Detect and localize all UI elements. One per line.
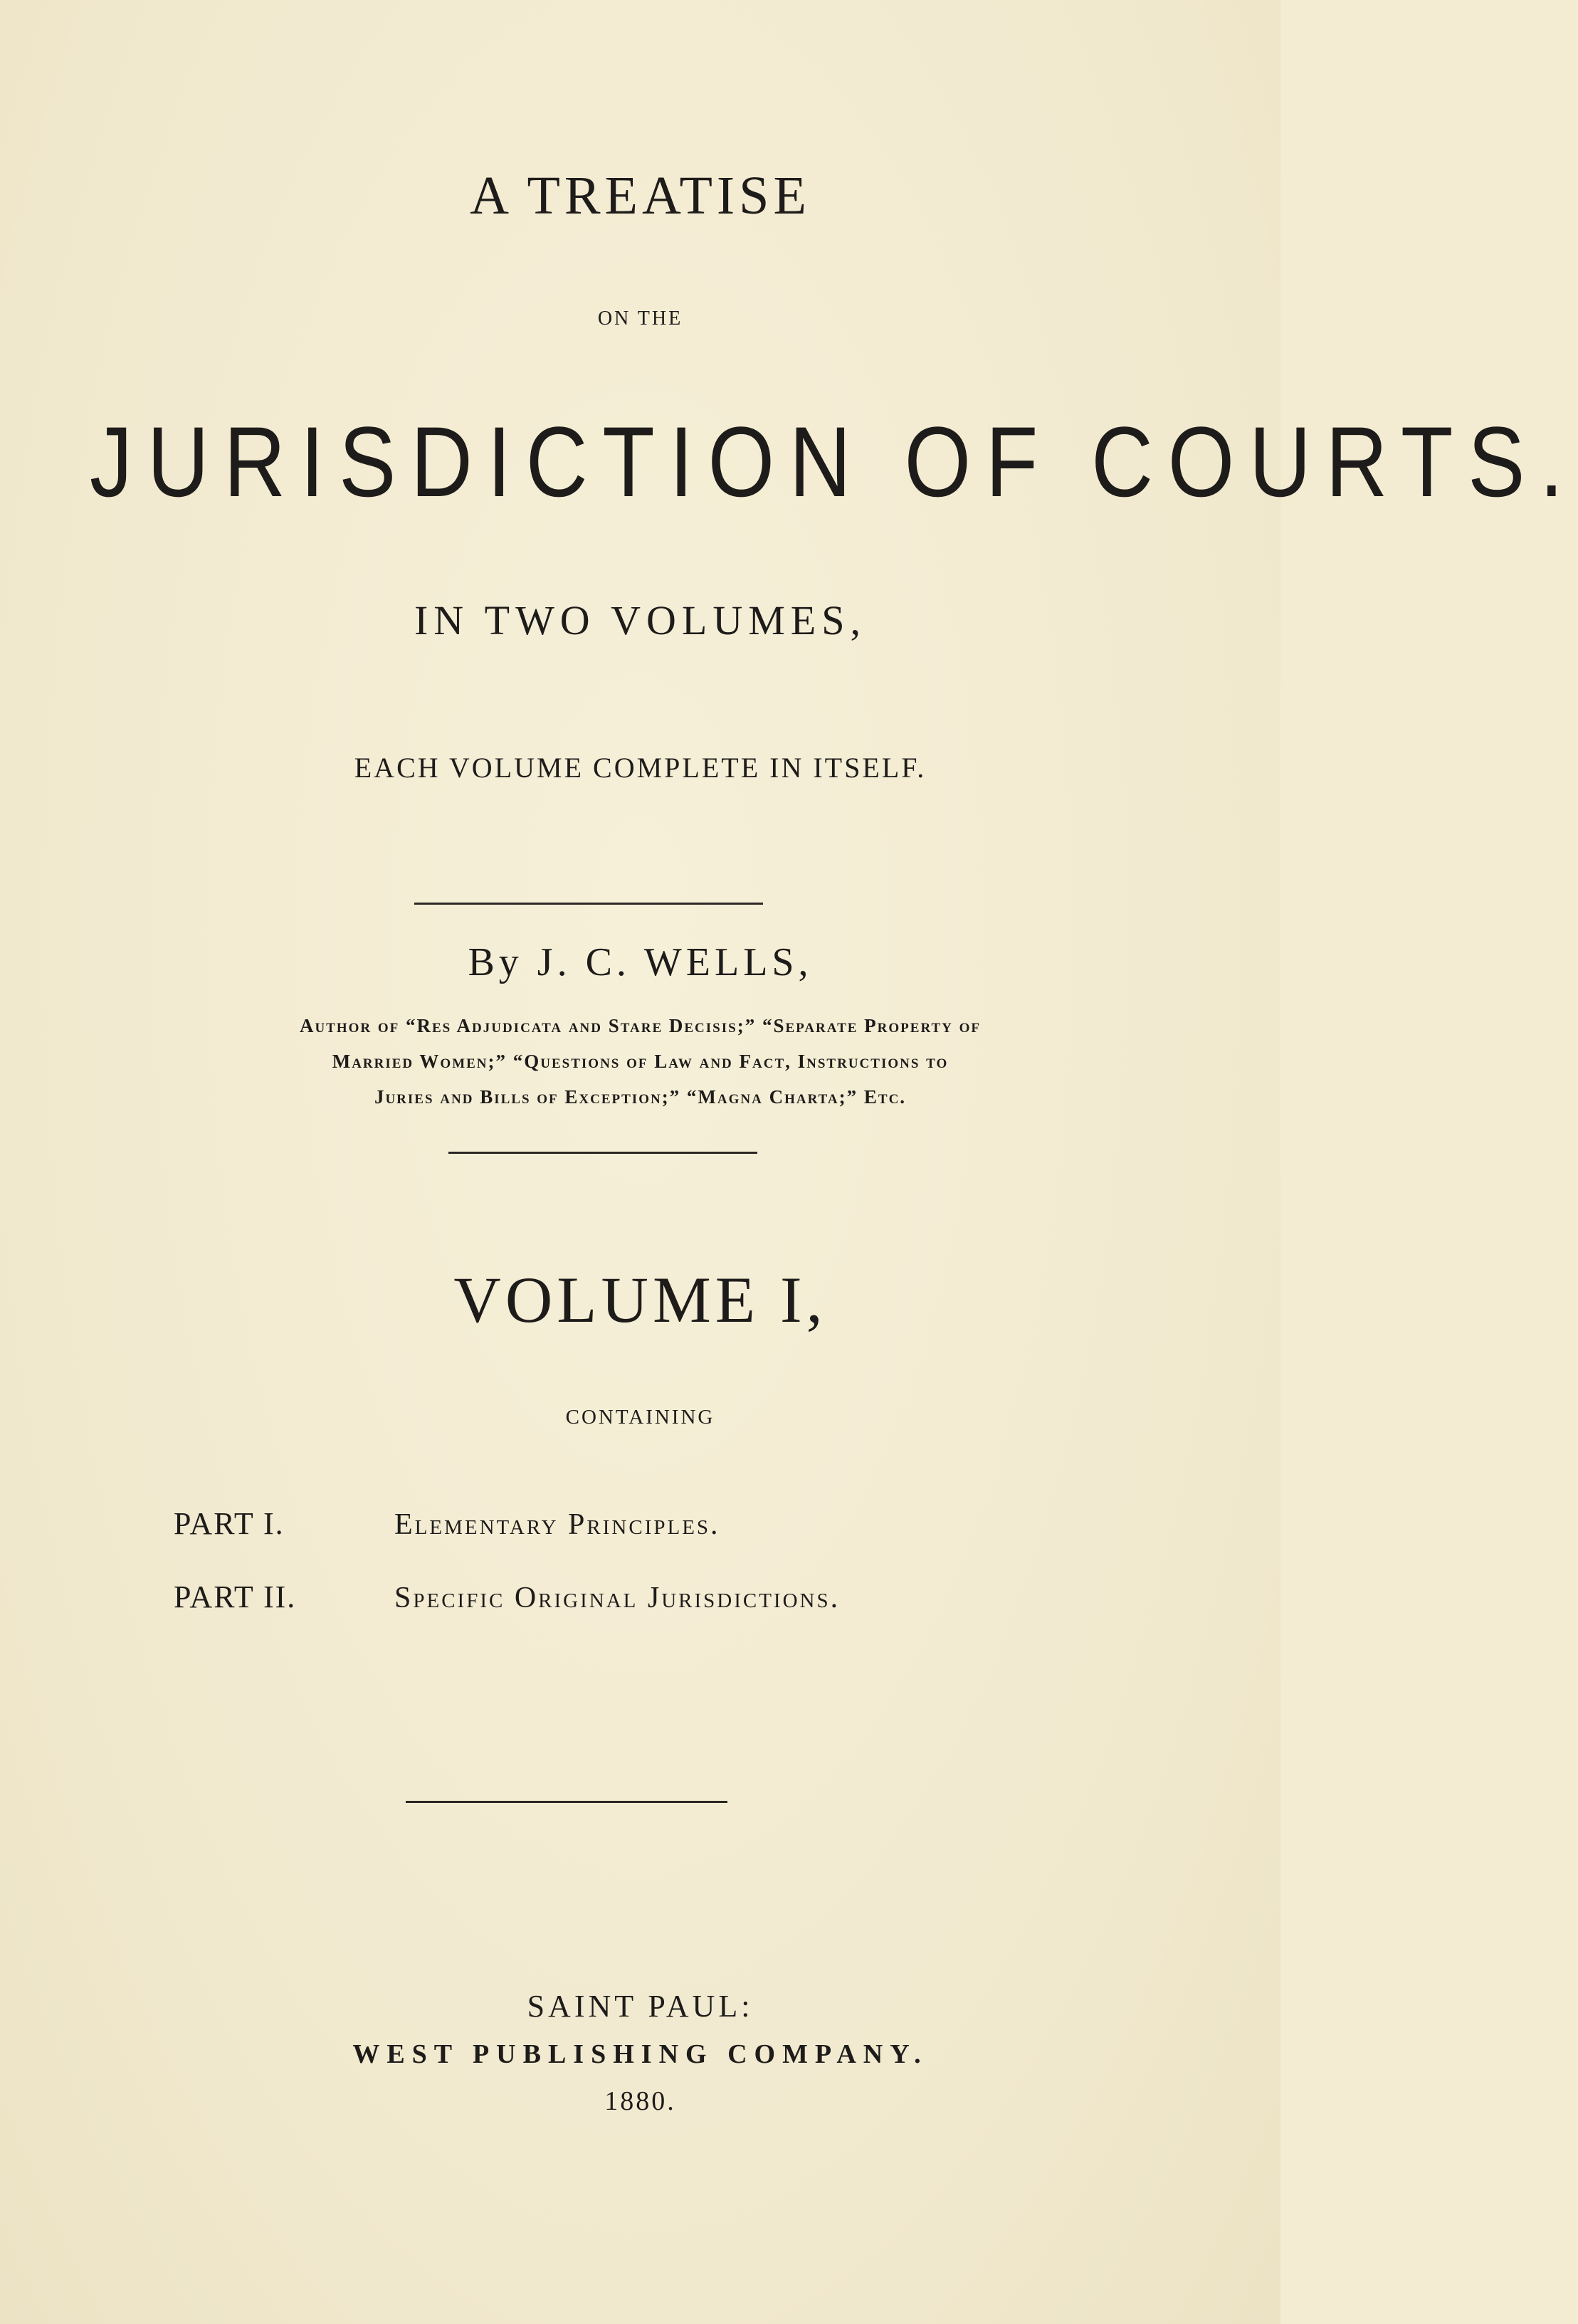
part-entry (174, 1579, 840, 1615)
part-title: Elementary Principles. (394, 1508, 720, 1541)
author-works-line-3: Juries and Bills of Exception;” “Magna Charta;” Etc. (374, 1086, 907, 1108)
author-works-line-1: Author of “Res Adjudicata and Stare Decisis;” “Separate Property of (299, 1015, 982, 1036)
part-number: PART II. (174, 1579, 297, 1614)
author-line: By J. C. WELLS, (468, 940, 813, 984)
main-title: JURISDICTION OF COURTS. (89, 406, 1578, 517)
imprint-year: 1880. (604, 2086, 676, 2116)
part-number: PART I. (174, 1506, 285, 1541)
part-entry (174, 1505, 720, 1542)
title-line-on-the: ON THE (597, 307, 683, 330)
imprint-publisher: WEST PUBLISHING COMPANY. (352, 2039, 928, 2069)
each-volume-line: EACH VOLUME COMPLETE IN ITSELF. (354, 752, 927, 784)
title-line-treatise: A TREATISE (470, 166, 811, 226)
author-works-line-2: Married Women;” “Questions of Law and Fact, Instructions to (332, 1051, 949, 1072)
part-title: Specific Original Jurisdictions. (394, 1582, 841, 1614)
divider-rule-2 (448, 1152, 757, 1154)
divider-rule-3 (406, 1801, 727, 1803)
volumes-line: IN TWO VOLUMES, (414, 597, 866, 643)
volume-heading: VOLUME I, (453, 1263, 827, 1336)
containing-label: CONTAINING (565, 1406, 715, 1429)
imprint-city: SAINT PAUL: (527, 1989, 754, 2024)
divider-rule-1 (414, 903, 763, 905)
